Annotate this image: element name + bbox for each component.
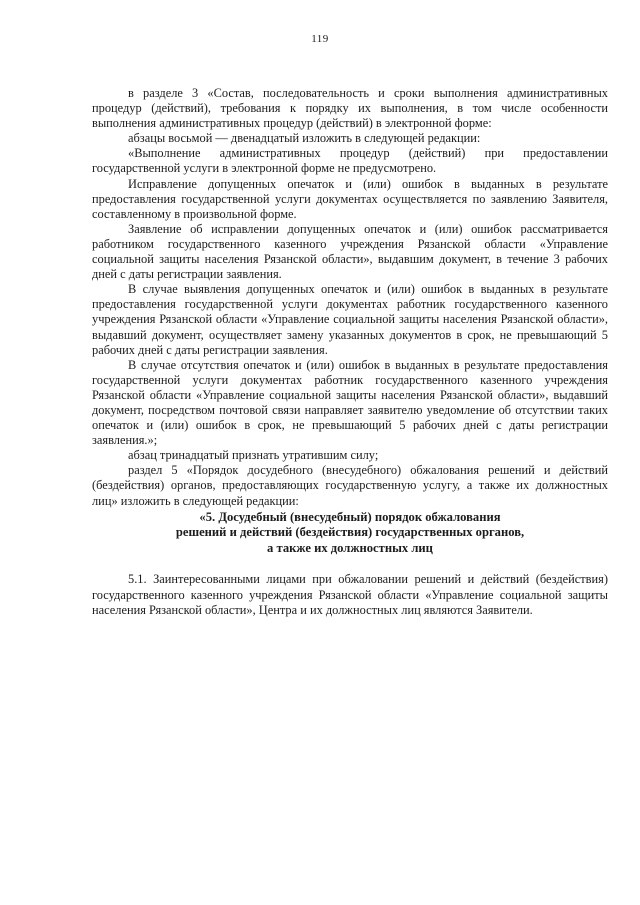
paragraph-repeal-thirteenth: абзац тринадцатый признать утратившим силу;	[128, 448, 379, 463]
paragraph-amend-instruction: абзацы восьмой — двенадцатый изложить в следующей редакции:	[128, 131, 481, 146]
paragraph-section-5-intro: раздел 5 «Порядок досудебного (внесудебного) обжалования решений и действий (бездействия) органов, предоставляющих государственную услугу, а также их должностных лиц» изложить в следующей редакции:	[92, 463, 608, 508]
heading-line: «5. Досудебный (внесудебный) порядок обжалования	[199, 509, 501, 524]
page-number: 119	[311, 33, 329, 45]
heading-line: а также их должностных лиц	[267, 540, 433, 555]
paragraph-errors-found: В случае выявления допущенных опечаток и (или) ошибок в выданных в результате предоставления государственной услуги документах работник государственного казенного учреждения Рязанской области «Управление социальной защиты населения Рязанской области», выдавший документ, осуществляет замену указанных документов в срок, не превышающий 5 рабочих дней с даты регистрации заявления.	[92, 282, 608, 357]
document-body	[92, 86, 608, 618]
heading-line: решений и действий (бездействия) государственных органов,	[175, 525, 525, 540]
paragraph-correction-review: Заявление об исправлении допущенных опечаток и (или) ошибок рассматривается работником государственного казенного учреждения Рязанской области «Управление социальной защиты населения Рязанской области», выдавшим документ, в течение 3 рабочих дней с даты регистрации заявления.	[92, 221, 608, 282]
paragraph-section-3-intro: в разделе 3 «Состав, последовательность и сроки выполнения административных процедур (действий), требования к порядку их выполнения, в том числе особенности выполнения административных процедур (действий) в электронной форме:	[92, 86, 608, 131]
paragraph-electronic-form: «Выполнение административных процедур (действий) при предоставлении государственной услуги в электронной форме не предусмотрено.	[92, 146, 608, 176]
paragraph-5-1: 5.1. Заинтересованными лицами при обжаловании решений и действий (бездействия) государственного казенного учреждения Рязанской области «Управление социальной защиты населения Рязанской области», Центра и их должностных лиц являются Заявители.	[92, 572, 608, 617]
section-5-heading	[92, 510, 608, 557]
paragraph-correction-request: Исправление допущенных опечаток и (или) ошибок в выданных в результате предоставления государственной услуги документах осуществляется по заявлению Заявителя, составленному в произвольной форме.	[92, 176, 608, 221]
paragraph-errors-absent: В случае отсутствия опечаток и (или) ошибок в выданных в результате предоставления государственной услуги документах работник государственного казенного учреждения Рязанской области «Управление социальной защиты населения Рязанской области», выдавший документ, посредством почтовой связи направляет заявителю уведомление об отсутствии таких опечаток и (или) ошибок в срок, не превышающий 5 рабочих дней с даты регистрации заявления.»;	[92, 357, 608, 448]
